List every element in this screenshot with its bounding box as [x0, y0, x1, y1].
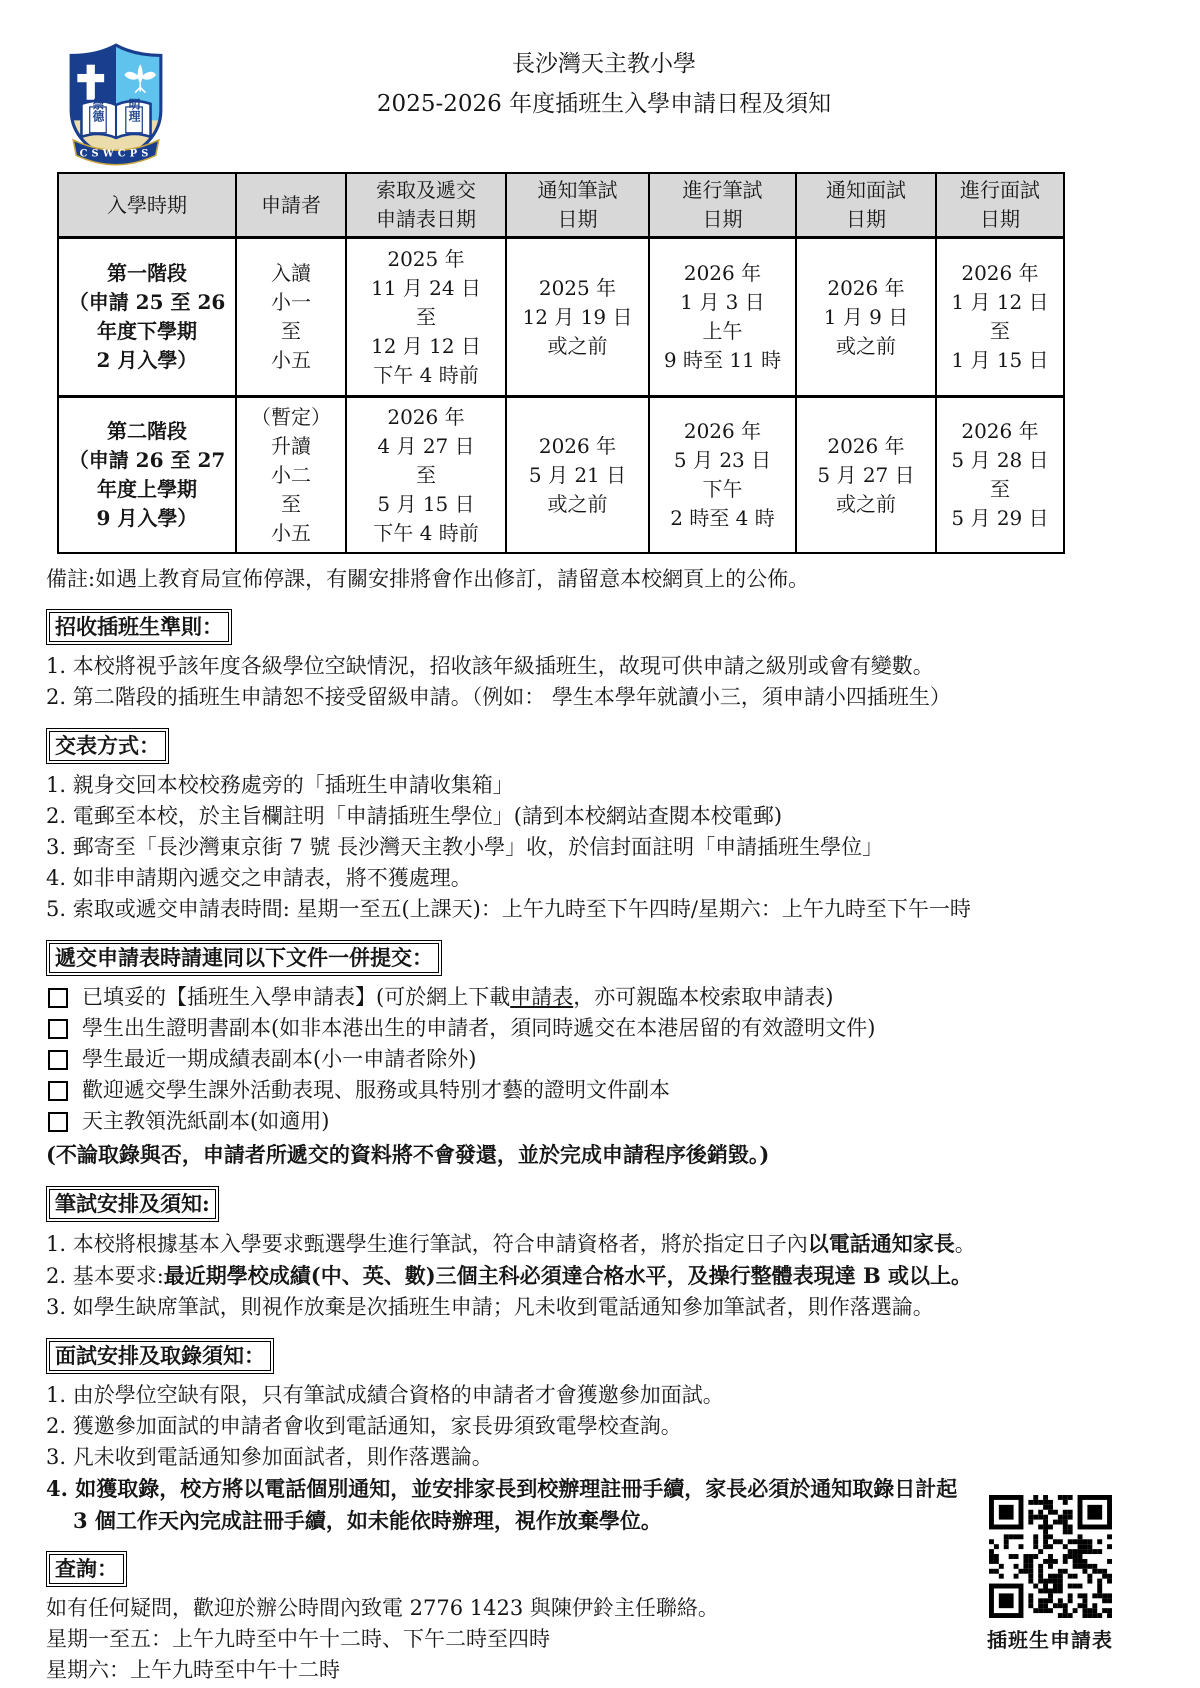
section-heading: 遞交申請表時請連同以下文件一併提交：	[46, 940, 442, 976]
section-heading: 交表方式：	[46, 728, 169, 764]
table-cell: （暫定） 升讀 小二 至 小五	[236, 397, 346, 554]
table-cell: 入讀 小一 至 小五	[236, 238, 346, 397]
table-cell: 2026 年 5 月 28 日 至 5 月 29 日	[936, 397, 1064, 554]
qr-block	[986, 1495, 1114, 1653]
document-title: 2025-2026 年度插班生入學申請日程及須知	[376, 91, 832, 117]
table-row-stage2	[58, 397, 1064, 554]
submission-item: 1. 親身交回本校校務處旁的「插班生申請收集箱」	[46, 773, 514, 797]
table-cell: 2025 年 12 月 19 日 或之前	[506, 238, 649, 397]
column-header-period: 入學時期	[58, 173, 236, 238]
motto-right: 明理	[127, 98, 142, 122]
checkbox-icon	[48, 1019, 68, 1039]
qr-code	[989, 1495, 1112, 1618]
document-item: 歡迎遞交學生課外活動表現、服務或具特別才藝的證明文件副本	[46, 1075, 1162, 1106]
submission-item: 5. 索取或遞交申請表時間: 星期一至五(上課天)：上午九時至下午四時/星期六：上午九時至下午一時	[46, 897, 971, 921]
interview-item: 2. 獲邀參加面試的申請者會收到電話通知，家長毋須致電學校查詢。	[46, 1414, 682, 1438]
submission-item: 3. 郵寄至「長沙灣東京街 7 號 長沙灣天主教小學」收，於信封面註明「申請插班生學位」	[46, 835, 884, 859]
banner-text: CSWCPS	[79, 148, 153, 160]
interview-item-continued: 3 個工作天內完成註冊手續，如未能依時辦理，視作放棄學位。	[73, 1508, 662, 1533]
table-cell: 2026 年 1 月 12 日 至 1 月 15 日	[936, 238, 1064, 397]
section-documents	[46, 940, 1162, 1171]
enquiry-line: 星期一至五：上午九時至中午十二時、下午二時至四時	[46, 1627, 550, 1651]
checkbox-icon	[48, 1081, 68, 1101]
column-header-written-notify: 通知筆試 日期	[506, 173, 649, 238]
motto-left: 崇德	[90, 98, 105, 122]
checkbox-icon	[48, 1112, 68, 1132]
table-cell: 2026 年 5 月 21 日 或之前	[506, 397, 649, 554]
table-cell: 2026 年 4 月 27 日 至 5 月 15 日 下午 4 時前	[346, 397, 506, 554]
document-item: 天主教領洗紙副本(如適用)	[46, 1106, 1162, 1137]
table-cell: 2026 年 1 月 9 日 或之前	[796, 238, 936, 397]
table-cell: 第二階段 （申請 26 至 27 年度上學期 9 月入學）	[58, 397, 236, 554]
section-heading: 招收插班生準則：	[46, 609, 232, 645]
qr-caption: 插班生申請表	[987, 1628, 1113, 1652]
enquiry-line: 星期六：上午九時至中午十二時	[46, 1658, 340, 1682]
table-row-stage1	[58, 238, 1064, 397]
book-icon	[81, 98, 150, 138]
documents-note: (不論取錄與否，申請者所遞交的資料將不會發還，並於完成申請程序後銷毀。)	[46, 1142, 770, 1167]
section-heading: 筆試安排及須知:	[46, 1186, 219, 1222]
school-name: 長沙灣天主教小學	[512, 51, 696, 77]
interview-item: 3. 凡未收到電話通知參加面試者，則作落選論。	[46, 1445, 493, 1469]
written-test-item: 2. 基本要求:最近期學校成績(中、英、數)三個主科必須達合格水平，及操行整體表現達 B 或以上。	[46, 1263, 973, 1288]
interview-item: 1. 由於學位空缺有限，只有筆試成績合資格的申請者才會獲邀參加面試。	[46, 1383, 724, 1407]
checkbox-icon	[48, 988, 68, 1008]
document-item: 學生最近一期成績表副本(小一申請者除外)	[46, 1044, 1162, 1075]
section-written-test	[46, 1186, 1162, 1323]
document-item: 學生出生證明書副本(如非本港出生的申請者，須同時遞交在本港居留的有效證明文件)	[46, 1013, 1162, 1044]
remark-line: 備註:如遇上教育局宣佈停課，有關安排將會作出修訂，請留意本校網頁上的公佈。	[46, 567, 810, 591]
column-header-interview-notify: 通知面試 日期	[796, 173, 936, 238]
column-header-form-dates: 索取及遞交 申請表日期	[346, 173, 506, 238]
submission-item: 4. 如非申請期內遞交之申請表，將不獲處理。	[46, 866, 472, 890]
column-header-written-date: 進行筆試 日期	[649, 173, 796, 238]
document-item: 已填妥的【插班生入學申請表】(可於網上下載申請表，亦可親臨本校索取申請表)	[46, 982, 1162, 1013]
column-header-interview-date: 進行面試 日期	[936, 173, 1064, 238]
table-cell: 2026 年 1 月 3 日 上午 9 時至 11 時	[649, 238, 796, 397]
school-logo	[60, 42, 172, 174]
table-cell: 2025 年 11 月 24 日 至 12 月 12 日 下午 4 時前	[346, 238, 506, 397]
interview-item: 4. 如獲取錄，校方將以電話個別通知，並安排家長到校辦理註冊手續，家長必須於通知取錄日計起	[46, 1476, 958, 1501]
checkbox-icon	[48, 1050, 68, 1070]
written-test-item: 1. 本校將根據基本入學要求甄選學生進行筆試，符合申請資格者，將於指定日子內以電話通知家長。	[46, 1231, 976, 1256]
table-cell: 第一階段 （申請 25 至 26 年度下學期 2 月入學）	[58, 238, 236, 397]
section-heading: 查詢：	[46, 1551, 127, 1587]
criteria-item: 2. 第二階段的插班生申請恕不接受留級申請。（例如： 學生本學年就讀小三，須申請小四插班生）	[46, 685, 951, 709]
column-header-applicant: 申請者	[236, 173, 346, 238]
criteria-item: 1. 本校將視乎該年度各級學位空缺情況，招收該年級插班生，故現可供申請之級別或會有變數。	[46, 654, 934, 678]
section-submission	[46, 728, 1162, 925]
section-criteria	[46, 609, 1162, 713]
enquiry-line: 如有任何疑問，歡迎於辦公時間內致電 2776 1423 與陳伊鈴主任聯絡。	[46, 1596, 719, 1620]
schedule-table	[57, 172, 1065, 554]
table-header-row	[58, 173, 1064, 238]
school-crest-icon	[60, 42, 172, 174]
section-heading: 面試安排及取錄須知：	[46, 1338, 274, 1374]
submission-item: 2. 電郵至本校，於主旨欄註明「申請插班生學位」(請到本校網站查閱本校電郵)	[46, 804, 783, 828]
written-test-item: 3. 如學生缺席筆試，則視作放棄是次插班生申請；凡未收到電話通知參加筆試者，則作落選論。	[46, 1295, 934, 1319]
table-cell: 2026 年 5 月 23 日 下午 2 時至 4 時	[649, 397, 796, 554]
table-cell: 2026 年 5 月 27 日 或之前	[796, 397, 936, 554]
